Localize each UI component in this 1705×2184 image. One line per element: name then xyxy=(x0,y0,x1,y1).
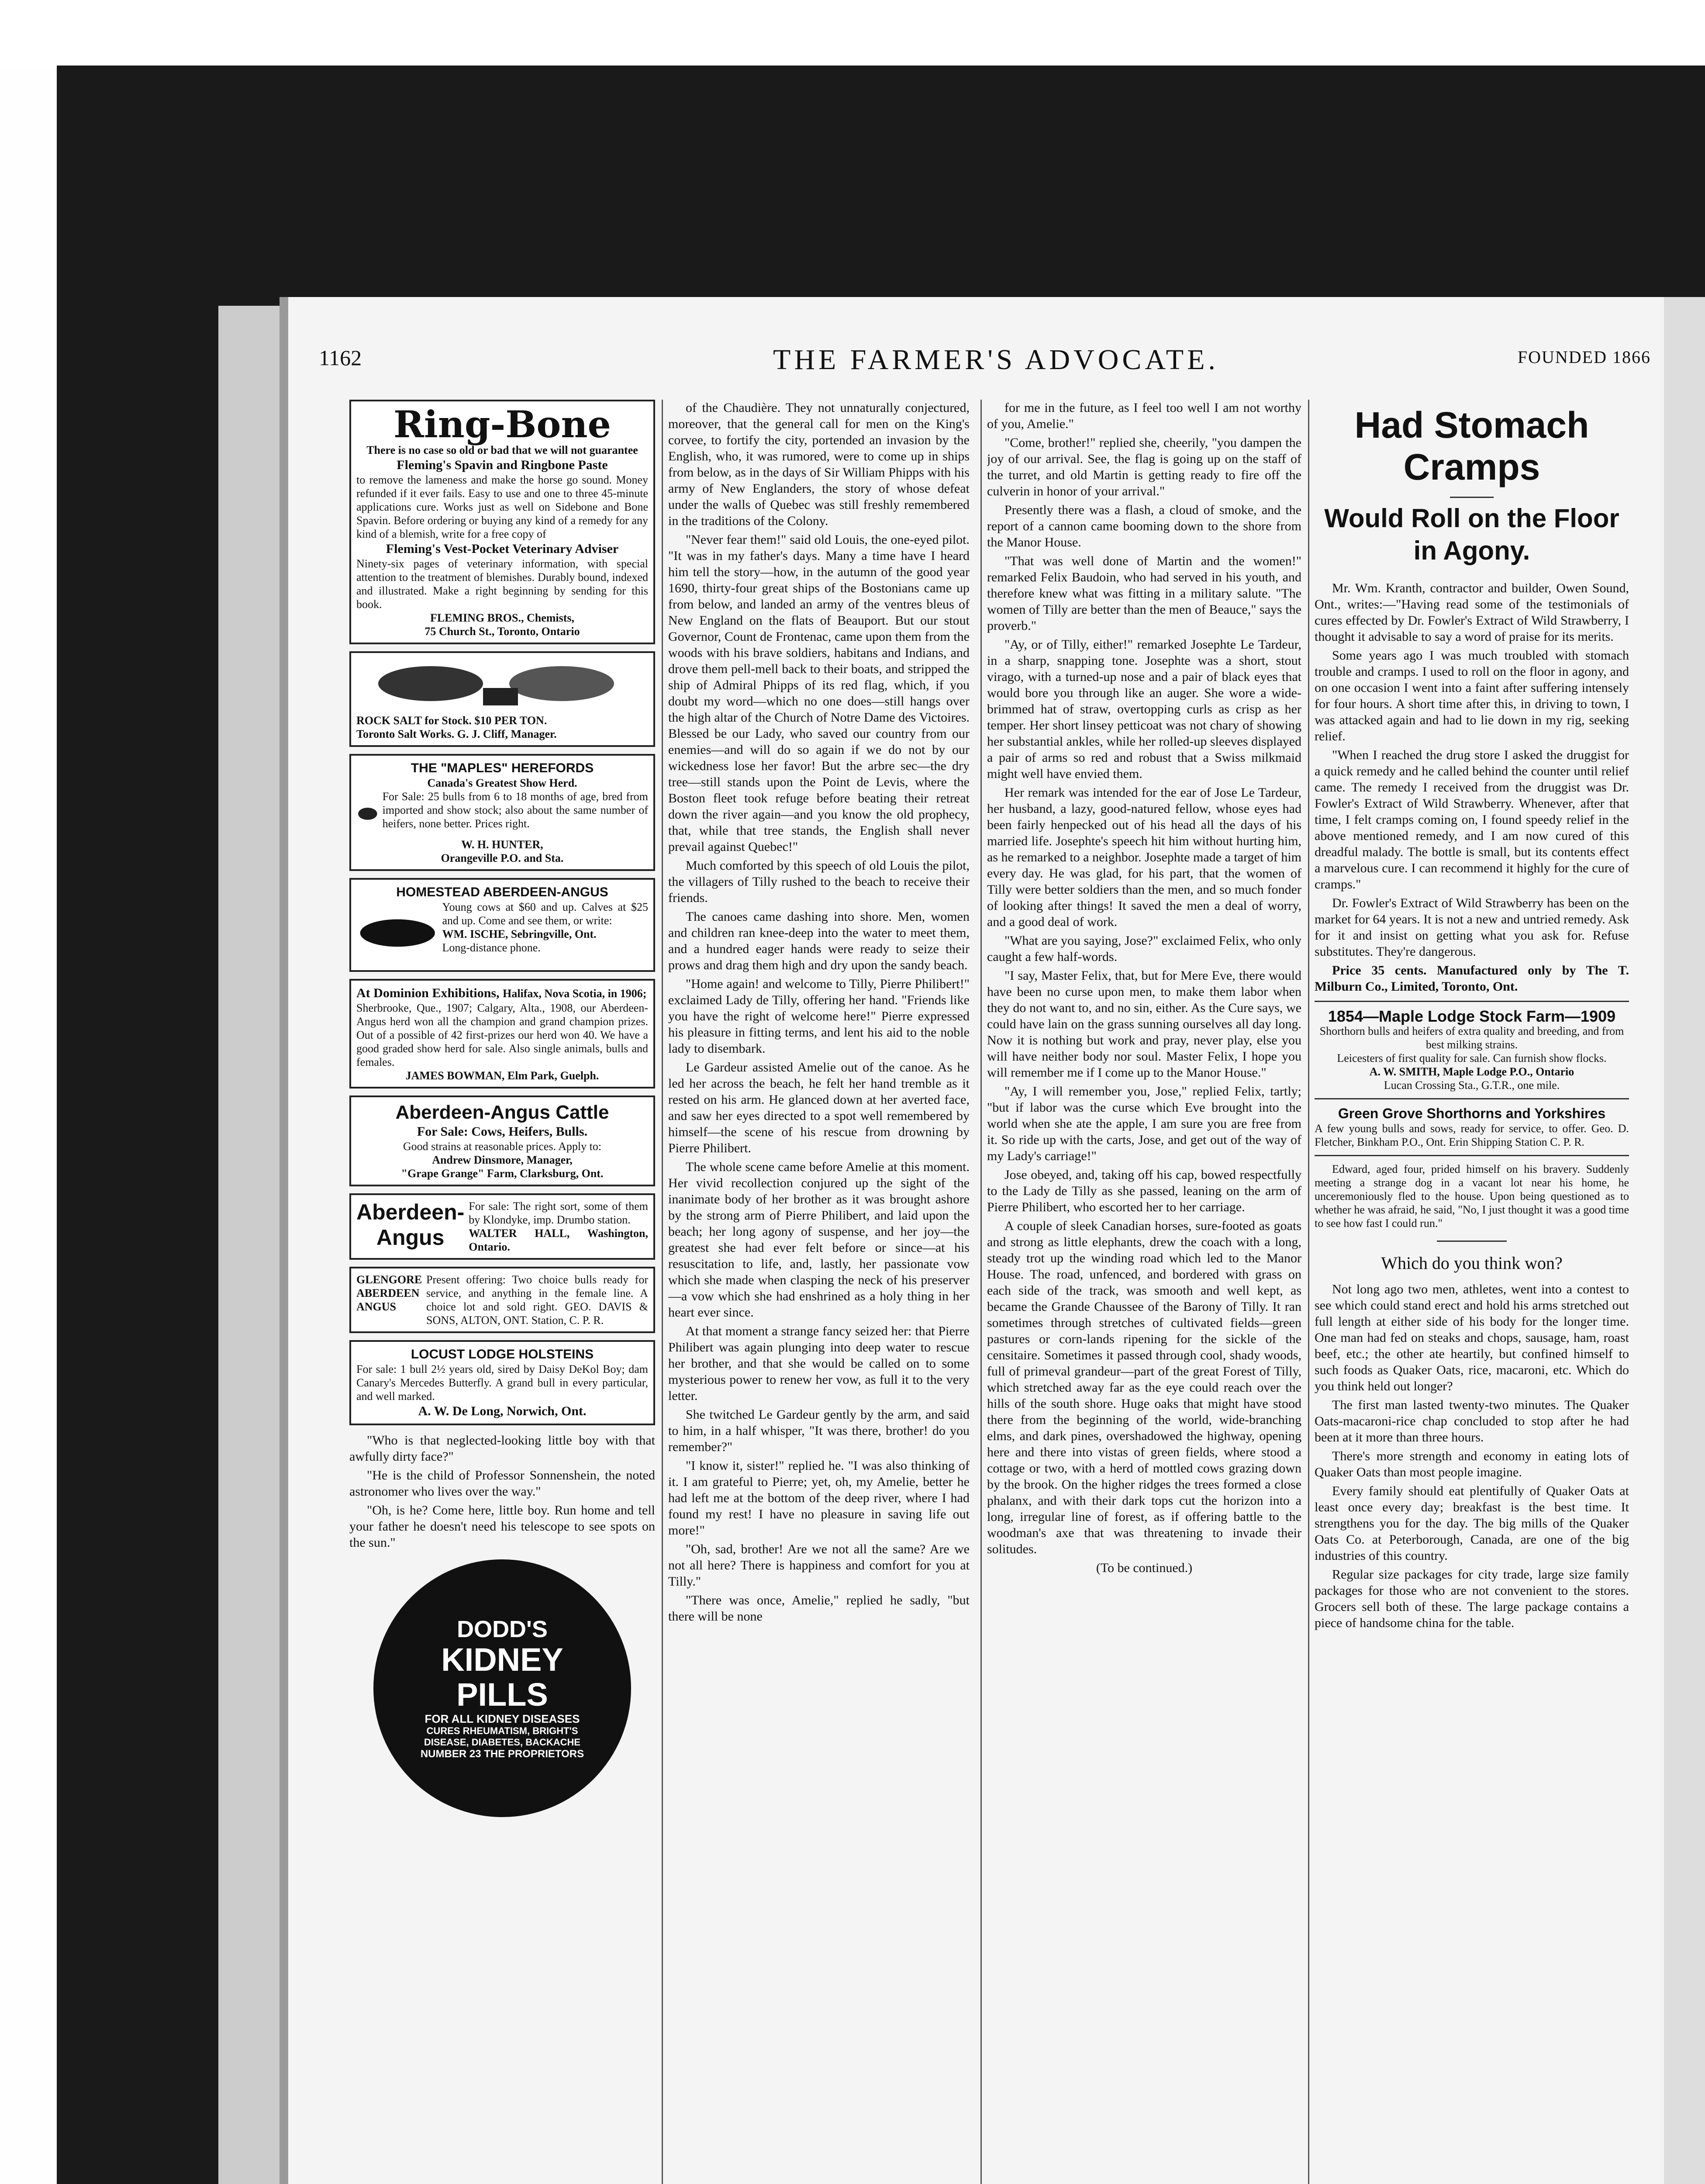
angus-cow-illustration xyxy=(356,900,438,966)
story-paragraph: She twitched Le Gardeur gently by the arm, and said to him, in a half whisper, "It was there, brother! do you remember?" xyxy=(668,1407,970,1454)
maples-address: Orangeville P.O. and Sta. xyxy=(441,852,564,864)
testimonial-paragraph: Mr. Wm. Kranth, contractor and builder, Owen Sound, Ont., writes:—"Having read some of the testimonials of cures effected by Dr. Fowler's Extract of Wild Strawberry, I thought it advisable to say a word of praise for its merits. xyxy=(1315,581,1629,644)
rock-salt-line1: ROCK SALT for Stock. $10 PER TON. xyxy=(356,714,547,727)
edward-anecdote: Edward, aged four, prided himself on his bravery. Suddenly meeting a strange dog in a vacant lot near his home, he unceremoniously fled to the house. Upon being questioned as to whether he was afraid, he said, "No, I just thought it was a good time to see how fast I could run." xyxy=(1315,1163,1629,1230)
story-paragraph: "That was well done of Martin and the women!" remarked Felix Baudoin, who had served in his youth, and therefore knew what was fitting in a military salute. "The women of Tilly are better than the men of Beauce," says the proverb." xyxy=(987,554,1301,633)
ad-product: Fleming's Spavin and Ringbone Paste xyxy=(397,458,608,472)
quaker-paragraph: Every family should eat plentifully of Quaker Oats at least once every day; breakfast is the best time. It strengthens you for the day. The big mills of the Quaker Oats Co. at Peterborough, Canada, are one of the big industries of this country. xyxy=(1315,1484,1629,1563)
book-spine xyxy=(218,306,280,2184)
ad-adviser: Fleming's Vest-Pocket Veterinary Adviser xyxy=(386,542,619,556)
story-paragraph: A couple of sleek Canadian horses, sure-footed as goats and strong as little elephants, drew the coach with a long, steady trot up the winding road which led to the Manor House. The road, unfenced, and bordered with grass on each side of the track, was smooth and well kept, as became the Grande Chaussee of the Barony of Tilly. It ran sometimes through stretches of cultivated fields—green pastures or corn-lands ripening for the sickle of the censitaire. Sometimes it passed through cool, shady woods, full of primeval grandeur—part of the great Forest of Tilly, which stretched away far as the eye could reach over the hills of the south shore. Huge oaks that might have stood there from the beginning of the world, wide-branching elms, and dark pines, overshadowed the highway, opening here and there into vistas of green fields, where stood a cottage or two, with a herd of mottled cows grazing down by the brook. On the higher ridges the trees formed a close phalanx, and with their dark tops cut the horizon into a long, irregular line of forest, as if offering battle to the woodman's axe that was threatening to invade their solitudes. xyxy=(987,1219,1301,1556)
aberdeen-angus-body: For sale: The right sort, some of them by Klondyke, imp. Drumbo station. xyxy=(469,1200,648,1226)
story-paragraph: of the Chaudière. They not unnaturally conjectured, moreover, that the general call for men on the King's corvee, to fortify the city, portended an invasion by the English, who, it was rumored, were to come up in ships from below, as in the days of Sir William Phipps with his army of New Englanders, the story of whose defeat under the walls of Quebec was still freshly remembered in the traditions of the Colony. xyxy=(668,401,970,528)
story-paragraph: At that moment a strange fancy seized her: that Pierre Philibert was again plunging into deep water to rescue her brother, and that she would be called on to some mysterious power to renew her vow, as full it to the very letter. xyxy=(668,1324,970,1403)
page-header xyxy=(319,345,1651,384)
locust-body: For sale: 1 bull 2½ years old, sired by Daisy DeKol Boy; dam Canary's Mercedes Butterfly. A grand bull in every particular, and well marked. xyxy=(356,1363,648,1403)
rock-salt-line2: Toronto Salt Works. G. J. Cliff, Manager. xyxy=(356,728,557,740)
maples-body: For Sale: 25 bulls from 6 to 18 months of age, bred from imported and show stock; also about the same number of heifers, none better. Prices right. xyxy=(382,790,648,830)
glengore-body: Present offering: Two choice bulls ready for service, and anything in the female line. A choice lot and sold right. GEO. DAVIS & SONS, ALTON, ONT. Station, C. P. R. xyxy=(426,1273,648,1327)
founded-line: FOUNDED 1866 xyxy=(1517,347,1651,367)
separator xyxy=(1315,1098,1629,1099)
homestead-body: Young cows at $60 and up. Calves at $25 and up. Come and see them, or write: xyxy=(442,901,648,927)
story-paragraph: Her remark was intended for the ear of Jose Le Tardeur, her husband, a lazy, good-natured fellow, whose eyes had been fairly henpecked out of his head all the days of his married life. Josephte's speech hit him without hurting him, as he remarked to a neighbor. Josephte made a target of him every day. He was glad, for his part, that the women of Tilly were better soldiers than the men, and so much fonder of looking after things! It saved the men a deal of worry, and a good deal of work. xyxy=(987,785,1301,929)
cramps-headline: Had Stomach Cramps xyxy=(1354,404,1589,487)
story-paragraph: "Never fear them!" said old Louis, the one-eyed pilot. "It was in my father's days. Many a time have I heard him tell the story—how, in the autumn of the good year 1690, thirty-four great ships of the Bostonians came up from below, and landed an army of the ventres bleus of New England on the flats of Beauport. But our stout Governor, Count de Frontenac, came upon them from the woods with his brave soldiers, habitans and Indians, and drove them pell-mell back to their boats, and stripped the ship of Admiral Phipps of its red flag, which, if you doubt my word—which no one does—still hangs over the high altar of the Church of Notre Dame des Victoires. Blessed be our Lady, who saved our country from our enemies—and will do so again if we do not by our wickedness lose her favor! But the arbre sec—the dry tree—still stands upon the Point de Levis, where the Boston fleet took refuge before beating their retreat down the river again—and you know the old prophecy, that, while that tree stands, the English shall never prevail against Quebec!" xyxy=(668,532,970,854)
story-paragraph: "Home again! and welcome to Tilly, Pierre Philibert!" exclaimed Lady de Tilly, offering her hand. "Friends like you have the right of welcome here!" Pierre expressed his pleasure in fitting terms, and lent his aid to the noble lady to disembark. xyxy=(668,977,970,1056)
maple-lodge-line2: Leicesters of first quality for sale. Can furnish show flocks. xyxy=(1337,1052,1607,1064)
story-paragraph: "Ay, I will remember you, Jose," replied Felix, tartly; "but if labor was the curse which Eve brought into the world when she ate the apple, I am sure you are free from it. So ride up with the carts, Jose, and get out of the way of my Lady's carriage!" xyxy=(987,1084,1301,1163)
adjacent-page-edge xyxy=(1664,297,1705,2184)
aberdeen-cattle-sale: For Sale: Cows, Heifers, Bulls. xyxy=(417,1124,588,1139)
aberdeen-angus-ad xyxy=(349,1193,655,1260)
advert-column xyxy=(349,400,655,2184)
aberdeen-cattle-prices: Good strains at reasonable prices. Apply to: xyxy=(403,1140,602,1153)
story-paragraph: "I know it, sister!" replied he. "I was also thinking of it. I am grateful to Pierre; yet, oh, my Amelie, better he had left me at the bottom of the deep river, where I had found my rest! I have no pleasure in saving life out more!" xyxy=(668,1458,970,1538)
green-grove-title: Green Grove Shorthorns and Yorkshires xyxy=(1338,1106,1606,1121)
story-paragraph: Le Gardeur assisted Amelie out of the canoe. As he led her across the beach, he felt her hand tremble as it rested on his arm. He glanced down at her averted face, and saw her eyes directed to a spot well remembered by himself—the scene of his rescue from drowning by Pierre Philibert. xyxy=(668,1060,970,1155)
cramps-subhead: Would Roll on the Floor in Agony. xyxy=(1324,504,1619,565)
separator xyxy=(1315,1001,1629,1002)
maple-lodge-line1: Shorthorn bulls and heifers of extra quality and breeding, and from best milking strains. xyxy=(1319,1025,1624,1051)
testimonial-paragraph: "When I reached the drug store I asked the druggist for a quick remedy and he called behind the counter until relief came. The remedy I received from the druggist was Dr. Fowler's Extract of Wild Strawberry. Whenever, after that time, I felt cramps coming on, I found speedy relief in the above mentioned remedy, and I am now cured of this dreadful malady. The bottle is small, but its contents effect a marvelous cure. I can recommend it highly for the cure of cramps." xyxy=(1315,748,1629,892)
story-paragraph: The whole scene came before Amelie at this moment. Her vivid recollection conjured up the sight of the inanimate body of her brother as it was brought ashore by the strong arm of Pierre Philibert, and laid upon the beach; her long agony of suspense, and her joy—the greatest she had ever felt before or since—at his resuscitation to life, and, lastly, her passionate vow which she made when clasping the neck of his preserver—a vow which she had enshrined as a holy thing in her heart ever since. xyxy=(668,1160,970,1320)
dominion-ad xyxy=(349,979,655,1089)
story-column-2 xyxy=(987,400,1301,2184)
column-rule xyxy=(662,400,663,2184)
separator xyxy=(1450,497,1494,498)
quaker-title: Which do you think won? xyxy=(1381,1253,1563,1273)
maples-title: THE "MAPLES" HEREFORDS xyxy=(411,761,594,775)
aberdeen-cattle-title: Aberdeen-Angus Cattle xyxy=(395,1102,609,1123)
green-grove-ad xyxy=(1315,1106,1629,1149)
story-paragraph: "Come, brother!" replied she, cheerily, "you dampen the joy of our arrival. See, the flag is going up on the staff of the turret, and old Martin is getting ready to fire off the culverin in honor of your arrival." xyxy=(987,435,1301,498)
page-number: 1162 xyxy=(319,346,362,370)
masthead: THE FARMER'S ADVOCATE. xyxy=(773,344,1219,376)
column-rule xyxy=(980,400,982,2184)
maple-lodge-ad xyxy=(1315,1008,1629,1092)
maple-lodge-title: 1854—Maple Lodge Stock Farm—1909 xyxy=(1328,1007,1616,1025)
locust-owner: A. W. De Long, Norwich, Ont. xyxy=(418,1404,587,1418)
story-paragraph: "Ay, or of Tilly, either!" remarked Josephte Le Tardeur, in a sharp, snapping tone. Josephte was a short, stout virago, with a turned-up nose and a pair of black eyes that would bore you through like an auger. She wore a wide-brimmed hat of straw, overtopping curls as crisp as her temper. Her short linsey petticoat was not chary of showing her substantial ankles, while her rolled-up sleeves displayed a pair of arms so red and robust that a Swiss milkmaid might well have envied them. xyxy=(987,637,1301,781)
maples-owner: W. H. HUNTER, xyxy=(461,838,543,851)
story-column-1 xyxy=(668,400,970,2184)
dodds-line1: KIDNEY xyxy=(441,1641,563,1678)
story-paragraph: "What are you saying, Jose?" exclaimed Felix, who only caught a few half-words. xyxy=(987,933,1301,964)
sunspot-joke xyxy=(349,1432,655,1551)
homestead-phone: Long-distance phone. xyxy=(442,941,541,954)
aberdeen-angus-title: Aberdeen-Angus xyxy=(356,1200,465,1250)
maple-lodge-owner: A. W. SMITH, Maple Lodge P.O., Ontario xyxy=(1369,1065,1574,1078)
dodds-cures: CURES RHEUMATISM, BRIGHT'S DISEASE, DIABETES, BACKACHE xyxy=(424,1725,581,1748)
dodds-line2: PILLS xyxy=(456,1676,548,1713)
joke-paragraph: "Oh, is he? Come here, little boy. Run home and tell your father he doesn't need his telescope to see spots on the sun." xyxy=(349,1503,655,1550)
testimonial-paragraph: Dr. Fowler's Extract of Wild Strawberry has been on the market for 64 years. It is not a new and untried remedy. Ask for it and insist on getting what you ask for. Refuse substitutes. They're dangerous. xyxy=(1315,896,1629,959)
aberdeen-cattle-owner: Andrew Dinsmore, Manager, xyxy=(432,1154,573,1166)
story-paragraph: The canoes came dashing into shore. Men, women and children ran knee-deep into the water to meet them, and a hundred eager hands were ready to seize their prows and drag them high and dry upon the sandy beach. xyxy=(668,909,970,972)
story-paragraph: "I say, Master Felix, that, but for Mere Eve, there would have been no curse upon men, to make them labor when they do not want to, and no sin, either. As the Cure says, we could have lain on the grass sunning ourselves all day long. Now it is nothing but work and pray, never play, else you will have neither body nor soul. Master Felix, I hope you will remember me if I come up to the Manor House." xyxy=(987,968,1301,1080)
ringbone-ad xyxy=(349,400,655,644)
ad-intro: There is no case so old or bad that we will not guarantee xyxy=(366,444,638,456)
maples-ad xyxy=(349,754,655,871)
dominion-owner: JAMES BOWMAN, Elm Park, Guelph. xyxy=(405,1069,599,1082)
locust-lodge-ad xyxy=(349,1340,655,1425)
story-paragraph: "Oh, sad, brother! Are we not all the same? Are we not all here? There is happiness and comfort for you at Tilly." xyxy=(668,1542,970,1589)
dodds-number: NUMBER 23 THE PROPRIETORS xyxy=(420,1748,584,1760)
dodds-kidney-pills-ad xyxy=(373,1559,631,1817)
story-paragraph: Jose obeyed, and, taking off his cap, bowed respectfully to the Lady de Tilly as she passed, leaning on the arm of Pierre Philibert, who escorted her to her carriage. xyxy=(987,1168,1301,1214)
top-margin xyxy=(0,0,1705,66)
homestead-ad xyxy=(349,878,655,972)
ad-adviser-body: Ninety-six pages of veterinary information, with special attention to the treatment of blemishes. Durably bound, indexed and illustrated. Make a right beginning by sending for this book. xyxy=(356,557,648,611)
homestead-title: HOMESTEAD ABERDEEN-ANGUS xyxy=(396,885,608,899)
joke-paragraph: "He is the child of Professor Sonnenshein, the noted astronomer who lives over the way." xyxy=(349,1468,655,1499)
dodds-ring: FOR ALL KIDNEY DISEASES xyxy=(425,1712,580,1725)
right-column xyxy=(1315,400,1629,2184)
aberdeen-cattle-farm: "Grape Grange" Farm, Clarksburg, Ont. xyxy=(401,1167,604,1180)
hereford-bull-illustration xyxy=(356,790,379,838)
maple-lodge-stations: Lucan Crossing Sta., G.T.R., one mile. xyxy=(1384,1079,1560,1092)
dodds-brand: DODD'S xyxy=(457,1616,548,1642)
quaker-paragraph: There's more strength and economy in eating lots of Quaker Oats than most people imagine. xyxy=(1315,1449,1629,1479)
ad-company: FLEMING BROS., Chemists, xyxy=(430,612,575,624)
story-paragraph: "There was once, Amelie," replied he sadly, "but there will be none xyxy=(668,1593,970,1624)
glengore-name: GLENGORE ABERDEEN ANGUS xyxy=(356,1273,422,1313)
testimonial-paragraph: Price 35 cents. Manufactured only by The T. Milburn Co., Limited, Toronto, Ont. xyxy=(1315,963,1629,994)
glengore-ad xyxy=(349,1267,655,1333)
story-paragraph: Much comforted by this speech of old Louis the pilot, the villagers of Tilly rushed to the beach to receive their friends. xyxy=(668,858,970,905)
green-grove-body: A few young bulls and sows, ready for service, to offer. Geo. D. Fletcher, Binkham P.O., Ont. Erin Shipping Station C. P. R. xyxy=(1315,1122,1629,1148)
ad-address: 75 Church St., Toronto, Ontario xyxy=(425,625,580,638)
testimonial-paragraph: Some years ago I was much troubled with stomach trouble and cramps. I used to roll on the floor in agony, and on one occasion I went into a faint after suffering intensely for four hours. A short time after this, in driving to town, I was attacked again and had to lie down in my rig, seeking relief. xyxy=(1315,648,1629,743)
joke-paragraph: "Who is that neglected-looking little boy with that awfully dirty face?" xyxy=(349,1433,655,1464)
story-paragraph: for me in the future, as I feel too well I am not worthy of you, Amelie." xyxy=(987,401,1301,431)
homestead-owner: WM. ISCHE, Sebringville, Ont. xyxy=(442,928,597,940)
separator xyxy=(1315,1155,1629,1156)
separator xyxy=(1437,1241,1507,1242)
maples-subtitle: Canada's Greatest Show Herd. xyxy=(427,777,577,789)
aberdeen-cattle-ad xyxy=(349,1095,655,1186)
aberdeen-angus-owner: WALTER HALL, Washington, Ontario. xyxy=(469,1227,648,1253)
quaker-paragraph: The first man lasted twenty-two minutes. The Quaker Oats-macaroni-rice chap concluded to stop after he had been at it more than three hours. xyxy=(1315,1398,1629,1444)
ringbone-title: Ring-Bone xyxy=(393,403,611,446)
locust-title: LOCUST LODGE HOLSTEINS xyxy=(411,1347,594,1362)
story-paragraph: Presently there was a flash, a cloud of smoke, and the report of a cannon came booming down to the shore from the Manor House. xyxy=(987,503,1301,549)
rock-salt-ad xyxy=(349,651,655,747)
dominion-title: At Dominion Exhibitions, xyxy=(356,986,500,1000)
dominion-place: Halifax, Nova Scotia, in 1906; xyxy=(503,987,647,1000)
to-be-continued: (To be continued.) xyxy=(1096,1561,1193,1575)
column-rule xyxy=(1308,400,1309,2184)
quaker-paragraph: Not long ago two men, athletes, went into a contest to see which could stand erect and hold his arms stretched out full length at either side of his body for the longer time. One man had fed on steaks and chops, sausage, ham, roast beef, etc.; the other ate heartily, but confined himself to such foods as Quaker Oats, rice, macaroni, etc. Which do you think held out longer? xyxy=(1315,1282,1629,1393)
dominion-body: Sherbrooke, Que., 1907; Calgary, Alta., 1908, our Aberdeen-Angus herd won all the champion and grand champion prizes. Out of a possible of 42 first-prizes our herd won 40. We have a good graded show herd for sale. Also single animals, bulls and females. xyxy=(356,1002,648,1068)
cattle-illustration xyxy=(356,657,649,710)
quaker-paragraph: Regular size packages for city trade, large size family packages for those who are not convenient to the stores. Grocers sell both of these. The large package contains a piece of handsome china for the table. xyxy=(1315,1567,1629,1630)
ad-body: to remove the lameness and make the horse go sound. Money refunded if it ever fails. Easy to use and one to three 45-minute applications cure. Works just as well on Sidebone and Bone Spavin. Before ordering or buying any kind of a remedy for any kind of a blemish, write for a free copy of xyxy=(356,473,648,540)
